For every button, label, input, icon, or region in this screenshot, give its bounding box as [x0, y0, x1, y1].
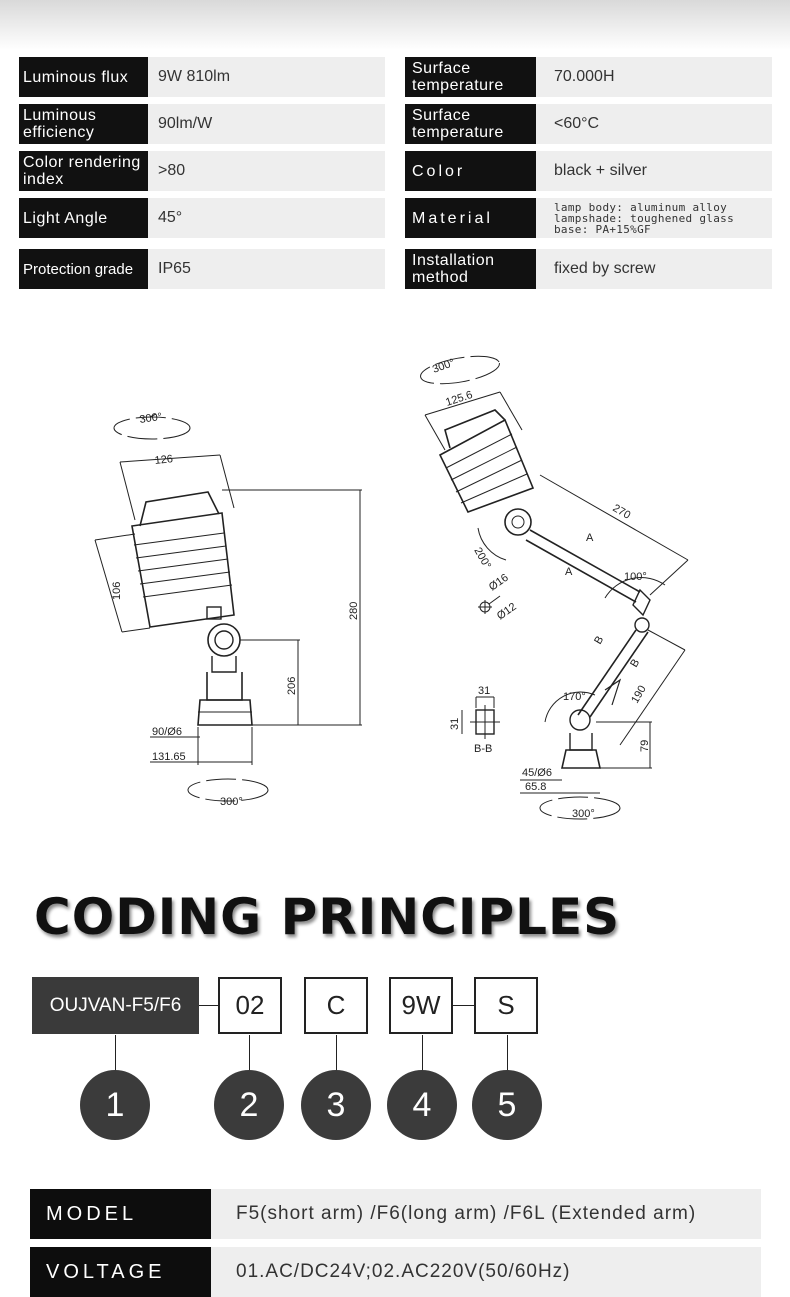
- dim-right-base-height: 79: [639, 739, 651, 752]
- dim-right-angle-head: 200°: [471, 545, 494, 572]
- number-badge-1: 1: [80, 1070, 150, 1140]
- dim-right-arm-length: 270: [610, 502, 633, 522]
- code-voltage: 02: [218, 977, 282, 1034]
- spec-value: IP65: [148, 249, 385, 289]
- dim-left-width: 126: [154, 453, 174, 467]
- spec-key: Luminous efficiency: [19, 104, 148, 144]
- code-connector: [199, 1005, 219, 1006]
- dim-right-base-a: 45/Ø6: [522, 767, 552, 779]
- spec-row-surface-temp-1: [405, 57, 772, 97]
- spec-value: 70.000H: [536, 57, 772, 97]
- dim-pin-a: Ø16: [486, 571, 511, 594]
- dim-right-width: 125.6: [444, 388, 475, 409]
- dim-right-angle-base: 170°: [563, 691, 586, 703]
- spec-key: Protection grade: [19, 249, 148, 289]
- technical-drawing: [0, 340, 790, 840]
- code-leader-line: [115, 1035, 116, 1071]
- dim-right-rot-top: 300°: [430, 356, 457, 376]
- row-value: F5(short arm) /F6(long arm) /F6L (Extended arm): [211, 1189, 761, 1239]
- code-leader-line: [507, 1035, 508, 1071]
- row-key: VOLTAGE: [30, 1247, 211, 1297]
- section-b-right: B: [628, 657, 643, 670]
- code-leader-line: [422, 1035, 423, 1071]
- dim-right-arm-lower: 190: [629, 683, 649, 706]
- dim-left-rot-bottom: 300°: [220, 796, 243, 808]
- dim-pin-b: Ø12: [494, 600, 519, 623]
- spec-key: Surface temperature: [405, 104, 536, 144]
- row-key: MODEL: [30, 1189, 211, 1239]
- spec-row-color: [405, 151, 772, 191]
- section-b-left: B: [592, 634, 607, 647]
- spec-row-luminous-efficiency: [19, 104, 385, 144]
- dim-right-base-b: 65.8: [525, 781, 547, 793]
- spec-row-light-angle: [19, 198, 385, 238]
- spec-key: Luminous flux: [19, 57, 148, 97]
- spec-key: Color: [405, 151, 536, 191]
- section-a-bottom: A: [565, 566, 573, 578]
- spec-value: fixed by screw: [536, 249, 772, 289]
- dim-left-base-a: 90/Ø6: [152, 726, 182, 738]
- spec-row-installation: [405, 249, 772, 289]
- spec-value: 45°: [148, 198, 385, 238]
- number-badge-3: 3: [301, 1070, 371, 1140]
- spec-key: Light Angle: [19, 198, 148, 238]
- coding-heading: CODING PRINCIPLES: [34, 888, 621, 946]
- code-connector: [453, 1005, 474, 1006]
- spec-value: 90lm/W: [148, 104, 385, 144]
- spec-key: Material: [405, 198, 536, 238]
- row-value: 01.AC/DC24V;02.AC220V(50/60Hz): [211, 1247, 761, 1297]
- dim-left-head-height: 106: [111, 581, 123, 600]
- spec-value: lamp body: aluminum alloy lampshade: toughened glass base: PA+15%GF: [536, 198, 772, 238]
- top-fade: [0, 0, 790, 50]
- row-voltage: [30, 1247, 761, 1297]
- section-label: B-B: [474, 743, 493, 755]
- spec-row-material: [405, 198, 772, 238]
- code-suffix: S: [474, 977, 538, 1034]
- spec-value: <60°C: [536, 104, 772, 144]
- dim-right-rot-bottom: 300°: [572, 808, 595, 820]
- code-model: OUJVAN-F5/F6: [32, 977, 199, 1034]
- spec-value: 9W 810lm: [148, 57, 385, 97]
- spec-row-luminous-flux: [19, 57, 385, 97]
- spec-value: >80: [148, 151, 385, 191]
- spec-row-surface-temp-2: [405, 104, 772, 144]
- row-model: [30, 1189, 761, 1239]
- dim-left-total-height: 280: [348, 601, 360, 620]
- number-badge-5: 5: [472, 1070, 542, 1140]
- spec-key: Color rendering index: [19, 151, 148, 191]
- spec-row-color-rendering: [19, 151, 385, 191]
- dim-section-height: 31: [449, 717, 461, 730]
- spec-key: Surface temperature: [405, 57, 536, 97]
- spec-value: black + silver: [536, 151, 772, 191]
- section-a-top: A: [586, 532, 594, 544]
- dim-right-angle-elbow: 100°: [624, 571, 647, 583]
- dim-left-rot-top: 300°: [138, 410, 163, 426]
- dim-left-lower-height: 206: [286, 676, 298, 695]
- number-badge-2: 2: [214, 1070, 284, 1140]
- spec-row-protection-grade: [19, 249, 385, 289]
- code-color: C: [304, 977, 368, 1034]
- number-badge-4: 4: [387, 1070, 457, 1140]
- code-power: 9W: [389, 977, 453, 1034]
- dim-left-base-b: 131.65: [152, 751, 186, 763]
- code-leader-line: [336, 1035, 337, 1071]
- dim-section-width: 31: [478, 685, 491, 697]
- spec-key: Installation method: [405, 249, 536, 289]
- code-leader-line: [249, 1035, 250, 1071]
